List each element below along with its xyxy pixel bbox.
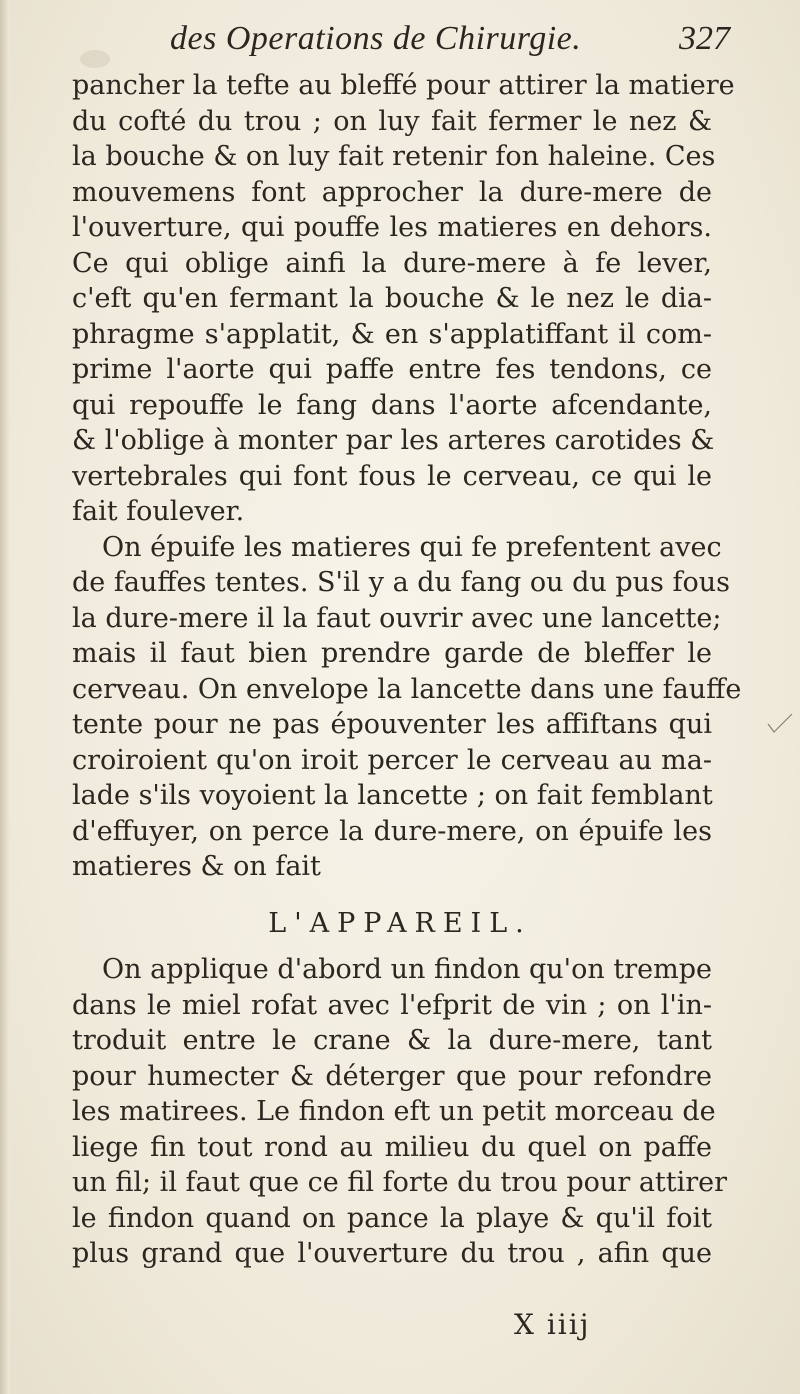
paragraph-1 — [72, 68, 735, 530]
text-line: le findon quand on pance la playe & qu'il foit — [72, 1202, 712, 1234]
text-line: la dure-mere il la faut ouvrir avec une lancette; — [72, 602, 722, 634]
text-line: les matirees. Le findon eft un petit morceau de — [72, 1096, 716, 1127]
text-line: prime l'aorte qui paffe entre fes tendons, ce — [72, 354, 712, 385]
text-line: dans le miel rofat avec l'efprit de vin ; on l'in- — [72, 989, 712, 1021]
page-gutter-shadow — [0, 0, 10, 1394]
text-line: On applique d'abord un findon qu'on trempe — [102, 954, 712, 985]
page-header — [170, 20, 730, 66]
text-line: qui repouffe le fang dans l'aorte afcendante, — [72, 389, 712, 421]
text-line: On épuife les matieres qui fe prefentent avec — [102, 531, 722, 563]
text-line: liege fin tout rond au milieu du quel on paffe — [72, 1131, 712, 1163]
text-line: pancher la tefte au bleffé pour attirer la matiere — [72, 70, 735, 101]
text-line: un fil; il faut que ce fil forte du trou pour attirer — [72, 1167, 728, 1198]
text-line: de fauffes tentes. S'il y a du fang ou du pus fous — [72, 567, 730, 598]
ink-blot — [80, 50, 110, 68]
text-line: Ce qui oblige ainfi la dure-mere à fe lever, — [72, 247, 712, 279]
margin-check-icon — [766, 712, 794, 734]
text-line: l'ouverture, qui pouffe les matieres en dehors. — [72, 212, 712, 243]
body-text-after-heading — [72, 952, 728, 1272]
text-line: plus grand que l'ouverture du trou , afin que — [72, 1238, 712, 1269]
body-text — [72, 68, 742, 885]
text-line: pour humecter & déterger que pour refondre — [72, 1060, 712, 1092]
running-title: des Operations de Chirurgie. — [170, 20, 582, 57]
text-line: c'eft qu'en fermant la bouche & le nez le dia- — [72, 283, 712, 314]
text-line: tente pour ne pas épouventer les affiftans qui — [72, 709, 712, 740]
text-line: troduit entre le crane & la dure-mere, tant — [72, 1025, 712, 1056]
text-line: & l'oblige à monter par les arteres carotides & — [72, 425, 715, 456]
page-number: 327 — [679, 20, 730, 57]
text-line: vertebrales qui font fous le cerveau, ce qui le — [72, 460, 712, 492]
section-heading: L'APPAREIL. — [268, 908, 532, 939]
text-line: cerveau. On envelope la lancette dans une fauffe — [72, 673, 742, 705]
text-line: lade s'ils voyoient la lancette ; on fait femblant — [72, 780, 713, 811]
text-line: du cofté du trou ; on luy fait fermer le nez & — [72, 105, 712, 137]
text-line: d'effuyer, on perce la dure-mere, on épuife les — [72, 815, 712, 847]
text-line: mouvemens font approcher la dure-mere de — [72, 176, 712, 208]
text-line: phragme s'applatit, & en s'applatiffant il com- — [72, 318, 712, 350]
text-line: croiroient qu'on iroit percer le cerveau au ma- — [72, 744, 712, 776]
text-line: matieres & on fait — [72, 851, 321, 882]
text-line: mais il faut bien prendre garde de bleffer le — [72, 638, 712, 669]
text-line: la bouche & on luy fait retenir fon haleine. Ces — [72, 141, 716, 172]
signature-mark: X iiij — [514, 1308, 591, 1341]
paragraph-2 — [72, 530, 742, 885]
text-line: fait foulever. — [72, 496, 245, 527]
